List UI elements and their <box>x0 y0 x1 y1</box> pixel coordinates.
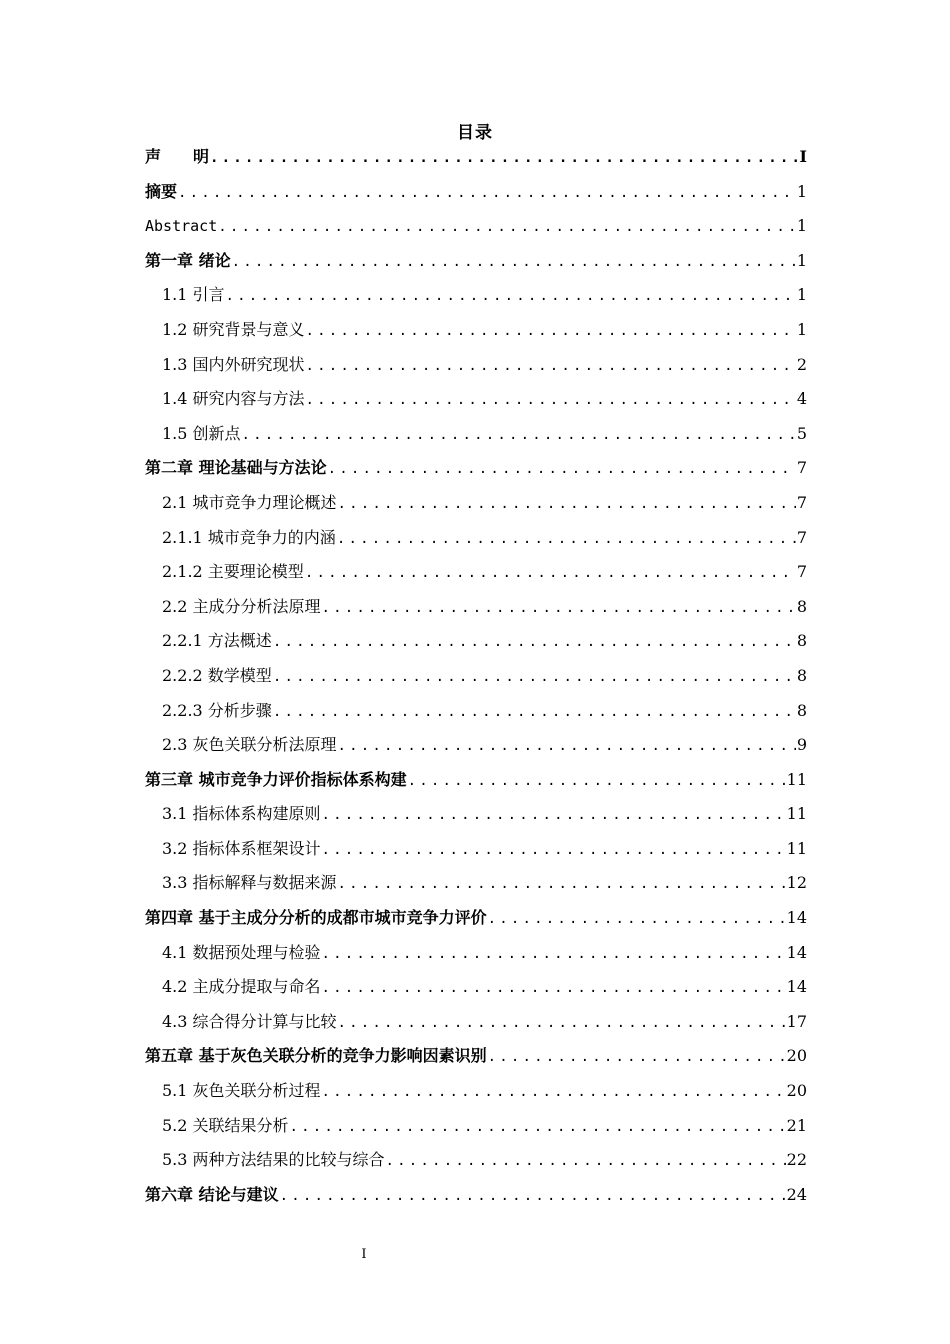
toc-entry-page: 14 <box>786 908 807 928</box>
toc-entry-page: 7 <box>796 458 807 478</box>
toc-entry-text: 第三章 城市竞争力评价指标体系构建 <box>145 769 407 789</box>
toc-leader-dots <box>338 1006 786 1041</box>
toc-entry[interactable] <box>145 244 807 279</box>
toc-entry-text: 2.2 主成分分析法原理 <box>162 596 321 616</box>
toc-entry[interactable] <box>145 451 807 486</box>
toc-entry[interactable] <box>145 832 807 867</box>
toc-entry-text: 1.3 国内外研究现状 <box>162 354 305 374</box>
toc-entry-page: 2 <box>796 354 807 374</box>
toc-leader-dots <box>178 176 796 211</box>
toc-entry[interactable] <box>145 659 807 694</box>
toc-entry-text: 2.1.2 主要理论模型 <box>162 562 304 582</box>
toc-entry-page: 12 <box>786 873 807 893</box>
toc-leader-dots <box>328 452 796 487</box>
toc-entry-page: 7 <box>796 527 807 547</box>
toc-entry-page: 14 <box>786 977 807 997</box>
toc-entry[interactable] <box>145 382 807 417</box>
toc-entry-text: 第一章 绪论 <box>145 250 231 270</box>
toc-entry-text: 1.1 引言 <box>162 285 225 305</box>
toc-entry[interactable] <box>145 1005 807 1040</box>
toc-leader-dots <box>273 625 796 660</box>
toc-leader-dots <box>226 279 796 314</box>
toc-leader-dots <box>210 141 799 176</box>
toc-leader-dots <box>322 798 786 833</box>
toc-leader-dots <box>232 245 796 280</box>
toc-title: 目录 <box>457 123 493 143</box>
toc-entry-page: 11 <box>786 769 807 789</box>
table-of-contents <box>145 140 807 1212</box>
toc-entry-page: 8 <box>796 631 807 651</box>
toc-entry-page: 1 <box>796 216 807 236</box>
toc-entry-page: 7 <box>796 562 807 582</box>
toc-entry[interactable] <box>145 866 807 901</box>
toc-leader-dots <box>280 1179 786 1214</box>
toc-entry-page: 11 <box>786 838 807 858</box>
toc-entry-page: 11 <box>786 804 807 824</box>
toc-leader-dots <box>337 522 796 557</box>
toc-entry[interactable] <box>145 521 807 556</box>
toc-leader-dots <box>338 487 796 522</box>
toc-entry-text: 3.2 指标体系框架设计 <box>162 838 321 858</box>
toc-leader-dots <box>322 1075 786 1110</box>
toc-entry-text: 2.1 城市竞争力理论概述 <box>162 492 337 512</box>
toc-entry-page: 20 <box>786 1081 807 1101</box>
toc-entry-page: I <box>799 147 807 166</box>
toc-entry[interactable] <box>145 486 807 521</box>
toc-entry-text: 1.2 研究背景与意义 <box>162 319 305 339</box>
toc-entry-page: 20 <box>786 1046 807 1066</box>
toc-entry-text: 4.3 综合得分计算与比较 <box>162 1011 337 1031</box>
toc-leader-dots <box>273 660 796 695</box>
toc-entry-text: Abstract <box>145 217 218 236</box>
toc-entry-text: 第六章 结论与建议 <box>145 1184 279 1204</box>
toc-entry[interactable] <box>145 1109 807 1144</box>
toc-leader-dots <box>322 971 786 1006</box>
toc-entry-text: 5.1 灰色关联分析过程 <box>162 1081 321 1101</box>
toc-entry-text: 1.4 研究内容与方法 <box>162 389 305 409</box>
toc-leader-dots <box>408 764 786 799</box>
toc-entry-text: 2.2.3 分析步骤 <box>162 700 272 720</box>
page-number: I <box>361 1247 367 1262</box>
toc-entry[interactable] <box>145 417 807 452</box>
toc-entry-text: 5.2 关联结果分析 <box>162 1115 289 1135</box>
toc-entry-page: 8 <box>796 665 807 685</box>
toc-entry-text: 第四章 基于主成分分析的成都市城市竞争力评价 <box>145 908 487 928</box>
toc-entry-text: 3.3 指标解释与数据来源 <box>162 873 337 893</box>
toc-entry[interactable] <box>145 797 807 832</box>
toc-entry-text: 第二章 理论基础与方法论 <box>145 458 327 478</box>
toc-entry[interactable] <box>145 901 807 936</box>
toc-entry[interactable] <box>145 278 807 313</box>
toc-entry[interactable] <box>145 590 807 625</box>
toc-leader-dots <box>338 867 786 902</box>
toc-entry-page: 14 <box>786 942 807 962</box>
toc-entry[interactable] <box>145 140 807 175</box>
toc-entry-text: 4.1 数据预处理与检验 <box>162 942 321 962</box>
toc-leader-dots <box>290 1110 786 1145</box>
toc-entry[interactable] <box>145 970 807 1005</box>
toc-entry-text: 2.3 灰色关联分析法原理 <box>162 735 337 755</box>
toc-entry[interactable] <box>145 694 807 729</box>
toc-entry-page: 1 <box>796 250 807 270</box>
toc-entry-page: 22 <box>786 1150 807 1170</box>
toc-entry-page: 24 <box>786 1184 807 1204</box>
toc-entry[interactable] <box>145 209 807 244</box>
toc-entry[interactable] <box>145 348 807 383</box>
toc-entry[interactable] <box>145 1143 807 1178</box>
toc-entry-page: 21 <box>786 1115 807 1135</box>
toc-entry[interactable] <box>145 624 807 659</box>
toc-entry-text: 3.1 指标体系构建原则 <box>162 804 321 824</box>
toc-entry[interactable] <box>145 555 807 590</box>
toc-entry-text: 2.2.1 方法概述 <box>162 631 272 651</box>
toc-entry[interactable] <box>145 1074 807 1109</box>
toc-leader-dots <box>273 695 796 730</box>
toc-leader-dots <box>306 349 796 384</box>
toc-leader-dots <box>242 418 796 453</box>
toc-entry[interactable] <box>145 728 807 763</box>
toc-entry-page: 9 <box>796 735 807 755</box>
toc-entry[interactable] <box>145 1178 807 1213</box>
toc-leader-dots <box>322 937 786 972</box>
toc-entry[interactable] <box>145 936 807 971</box>
toc-entry-text: 4.2 主成分提取与命名 <box>162 977 321 997</box>
toc-entry[interactable] <box>145 313 807 348</box>
toc-entry-text: 摘要 <box>145 181 178 201</box>
toc-entry[interactable] <box>145 1039 807 1074</box>
toc-entry-page: 1 <box>796 285 807 305</box>
toc-entry-page: 1 <box>796 319 807 339</box>
toc-entry[interactable] <box>145 175 807 210</box>
toc-entry-page: 1 <box>796 181 807 201</box>
toc-entry-page: 4 <box>796 389 807 409</box>
toc-leader-dots <box>488 902 786 937</box>
toc-leader-dots <box>322 591 796 626</box>
toc-leader-dots <box>338 729 796 764</box>
toc-entry-text: 2.2.2 数学模型 <box>162 665 272 685</box>
toc-entry-page: 8 <box>796 596 807 616</box>
toc-leader-dots <box>218 210 796 245</box>
toc-entry-text: 2.1.1 城市竞争力的内涵 <box>162 527 336 547</box>
toc-entry[interactable] <box>145 763 807 798</box>
toc-leader-dots <box>306 314 796 349</box>
toc-leader-dots <box>488 1040 786 1075</box>
toc-entry-page: 17 <box>786 1011 807 1031</box>
toc-leader-dots <box>322 833 786 868</box>
toc-entry-page: 5 <box>796 423 807 443</box>
toc-entry-text: 声 明 <box>145 147 210 166</box>
toc-leader-dots <box>386 1144 786 1179</box>
toc-entry-text: 1.5 创新点 <box>162 423 241 443</box>
toc-leader-dots <box>306 383 796 418</box>
toc-entry-page: 8 <box>796 700 807 720</box>
toc-entry-text: 5.3 两种方法结果的比较与综合 <box>162 1150 385 1170</box>
toc-entry-text: 第五章 基于灰色关联分析的竞争力影响因素识别 <box>145 1046 487 1066</box>
toc-entry-page: 7 <box>796 492 807 512</box>
toc-leader-dots <box>305 556 796 591</box>
